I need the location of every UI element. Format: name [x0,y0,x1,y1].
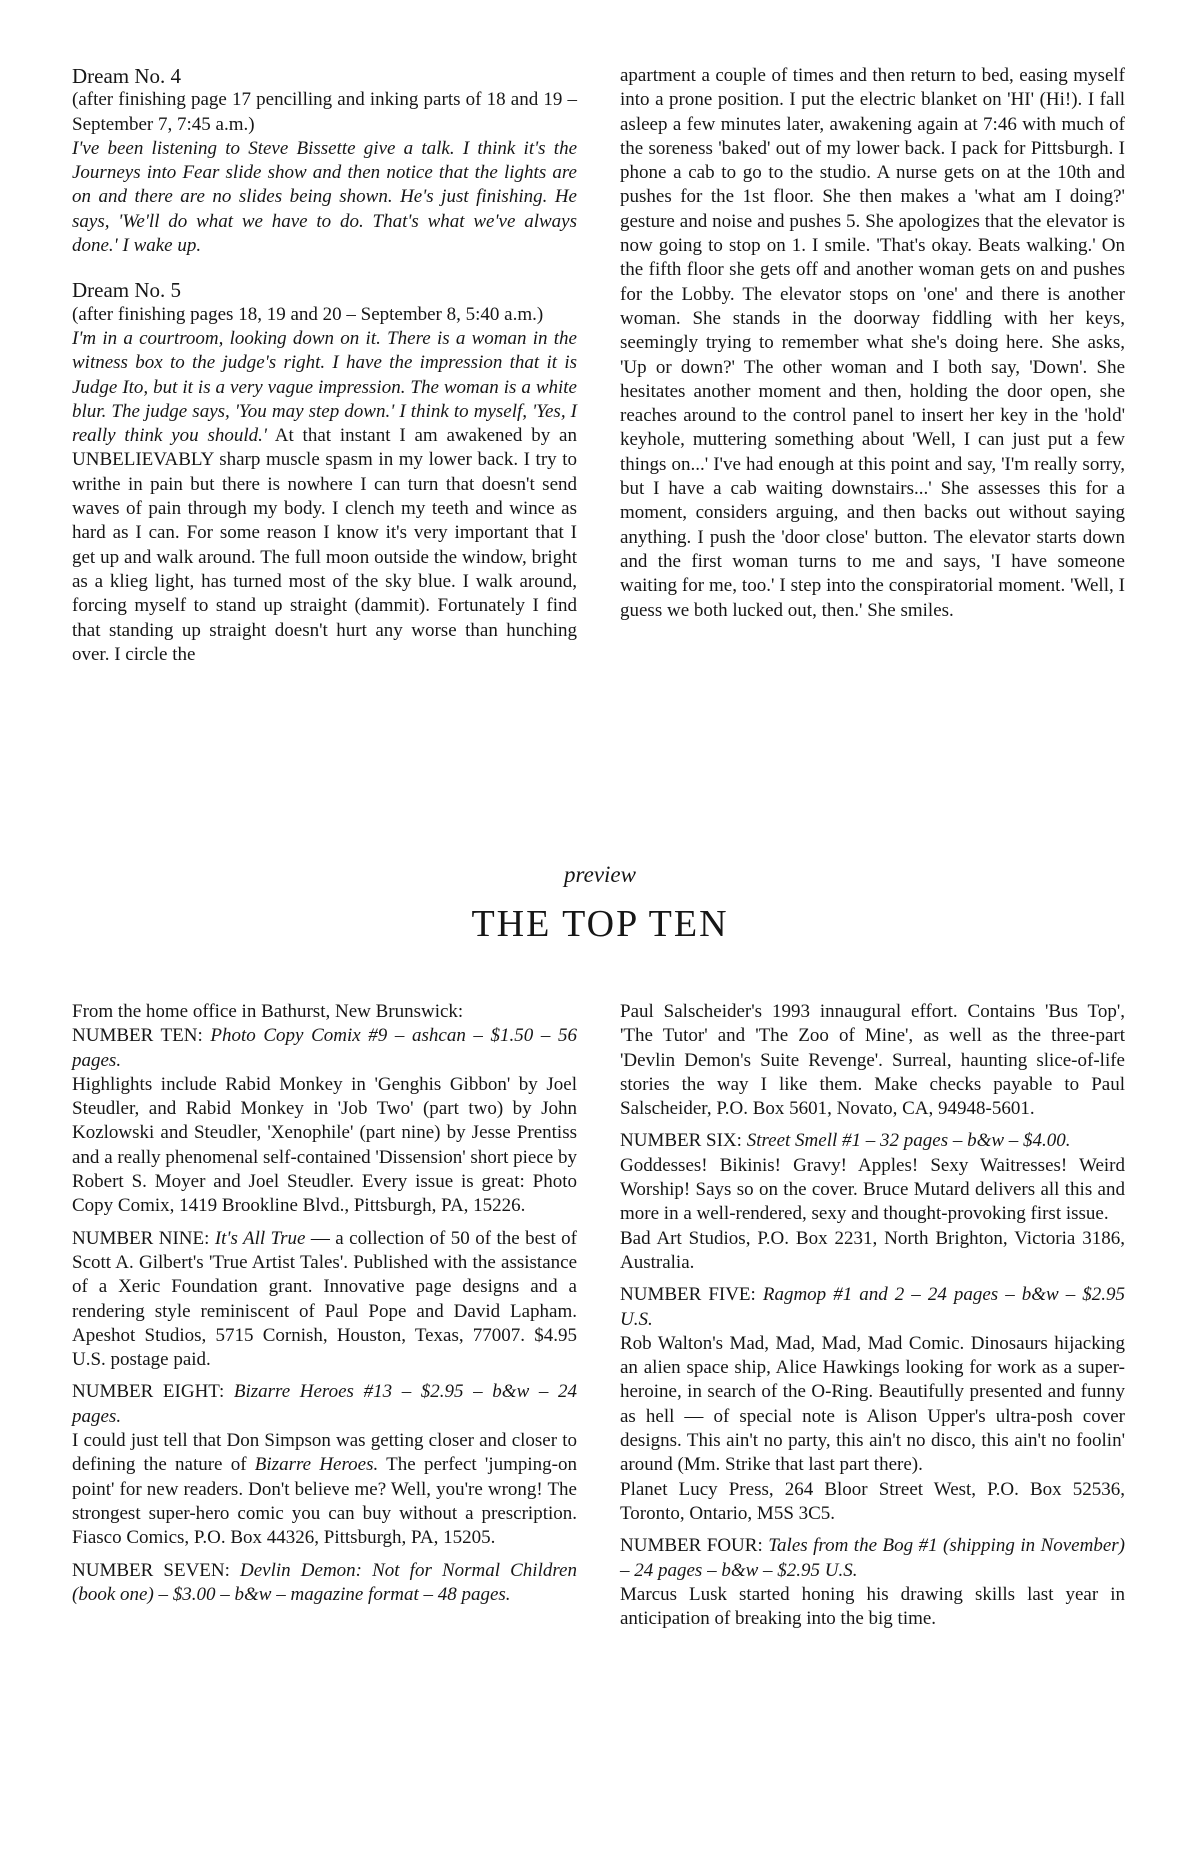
number-four-body: Marcus Lusk started honing his drawing skills last year in anticipation of breaking into the big time. [620,1583,1125,1630]
number-seven-heading [72,1559,577,1608]
number-six-body: Goddesses! Bikinis! Gravy! Apples! Sexy Waitresses! Weird Worship! Says so on the cover. Bruce Mutard delivers all this and more in a well-rendered, sexy and thought-provoking first issue. [620,1154,1125,1225]
number-five-body: Rob Walton's Mad, Mad, Mad, Mad Comic. Dinosaurs hijacking an alien space ship, Alice Hawkings looking for work as a super-heroine, in search of the O-Ring. Beautifully presented and funny as hell — of special note is Alison Upper's ultra-posh cover designs. This ain't no party, this ain't no disco, this ain't no foolin' around (Mm. Strike that last part there). [620,1332,1125,1476]
dream-4-meta: (after finishing page 17 pencilling and inking parts of 18 and 19 – September 7, 7:45 a.m.) [72,89,577,135]
intro-line: From the home office in Bathurst, New Brunswick: [72,1001,464,1022]
dream-5-title: Dream No. 5 [72,278,182,303]
number-eight-body-b: Bizarre Heroes. [254,1454,379,1476]
number-six-title: Street Smell #1 – 32 pages – b&w – $4.00. [746,1130,1071,1152]
number-ten-label: NUMBER TEN: [72,1025,211,1047]
number-seven-title: Devlin Demon: Not for Normal Children (book one) – $3.00 – b&w – magazine format – 48 pages. [72,1559,577,1605]
number-eight-title: Bizarre Heroes #13 – $2.95 – b&w – 24 pages. [72,1381,578,1427]
number-eight-body-a: I could just tell that Don Simpson was getting closer and closer to defining the nature of [72,1430,577,1476]
number-seven-label: NUMBER SEVEN: [72,1559,241,1581]
top-ten-column-left [72,1000,577,1607]
dream-5-meta: (after finishing pages 18, 19 and 20 – September 8, 5:40 a.m.) [72,303,544,325]
number-eight-heading [72,1380,577,1429]
number-eight-body-c: The perfect 'jumping-on point' for new readers. Don't believe me? Well, you're wrong! The strongest super-hero comic you can buy without a prescription. Fiasco Comics, P.O. Box 44326, Pittsburgh, PA, 15205. [72,1454,578,1549]
top-ten-column-right [620,1000,1125,1631]
number-seven-body: Paul Salscheider's 1993 innaugural effort. Contains 'Bus Top', 'The Tutor' and 'The Zoo of Mine', as well as the three-part 'Devlin Demon's Suite Revenge'. Surreal, haunting slice-of-life stories the way I like them. Make checks payable to Paul Salscheider, P.O. Box 5601, Novato, CA, 94948-5601. [620,1001,1125,1120]
number-five-label: NUMBER FIVE: [620,1284,763,1306]
dream-5-continued: apartment a couple of times and then return to bed, easing myself into a prone position. I put the electric blanket on 'HI' (Hi!). I fall asleep a few minutes later, awakening again at 7:46 with much of the soreness 'baked' out of my lower back. I pack for Pittsburgh. I phone a cab to go to the studio. A nurse gets on at the 10th and pushes for the 1st floor. She then makes a 'what am I doing?' gesture and noise and pushes 5. She apologizes that the elevator is now going to stop on 1. I smile. 'That's okay. Beats walking.' On the fifth floor she gets off and another woman gets on and pushes for the Lobby. The elevator stops on 'one' and there is another woman. She stands in the doorway fiddling with her keys, seemingly trying to remember what she's doing here. She asks, 'Up or down?' The other woman and I both say, 'Down'. She hesitates another moment and then, holding the door open, she reaches around to the control panel to insert her key in the 'hold' keyhole, muttering something about 'Well, I can just put a few things on...' I've had enough at this point and say, 'I'm really sorry, but I have a cab waiting downstairs...' She assesses this for a moment, considers arguing, and then backs out without saying anything. I push the 'door close' button. The elevator starts down and the first woman turns to me and says, 'I have someone waiting for me, too.' I step into the conspiratorial moment. 'Well, I guess we both lucked out, then.' She smiles. [620,65,1125,621]
number-ten-body: Highlights include Rabid Monkey in 'Genghis Gibbon' by Joel Steudler, and Rabid Monkey in 'Job Two' (part two) by John Kozlowski and Steudler, 'Xenophile' (part nine) by Jesse Prentiss and a really phenomenal self-contained 'Dissension' short piece by Robert S. Moyer and Joel Steudler. Every issue is great: Photo Copy Comix, 1419 Brookline Blvd., Pittsburgh, PA, 15226. [72,1073,577,1217]
number-eight-label: NUMBER EIGHT: [72,1381,234,1403]
number-eight-body [72,1429,577,1550]
number-six-label: NUMBER SIX: [620,1130,747,1152]
number-ten-title: Photo Copy Comix #9 – ashcan – $1.50 – 56 pages. [72,1025,577,1071]
number-nine-label: NUMBER NINE: [72,1227,215,1249]
number-nine-body: — a collection of 50 of the best of Scott A. Gilbert's 'True Artist Tales'. Published with the assistance of a Xeric Foundation grant. Innovative page designs and a rendering style reminiscent of Paul Pope and David Lapham. Apeshot Studios, 5715 Cornish, Houston, Texas, 77007. $4.95 U.S. postage paid. [72,1227,578,1371]
dream-5-italic: I'm in a courtroom, looking down on it. There is a woman in the witness box to the judge's right. I have the impression that it is Judge Ito, but it is a very vague impression. The woman is a white blur. The judge says, 'You may step down.' I think to myself, 'Yes, I really think you should.' [72,327,577,447]
number-five-title: Ragmop #1 and 2 – 24 pages – b&w – $2.95 U.S. [620,1284,1126,1330]
number-four-label: NUMBER FOUR: [620,1535,769,1557]
dream-column-right [620,64,1125,623]
dream-column-left [72,64,577,667]
number-nine-title: It's All True [214,1227,306,1249]
dream-5-roman: At that instant I am awakened by an UNBELIEVABLY sharp muscle spasm in my lower back. I try to writhe in pain but there is nowhere I can turn that doesn't send waves of pain through my body. I clench my teeth and wince as hard as I can. For some reason I know it's very important that I get up and walk around. The full moon outside the window, bright as a klieg light, has turned most of the sky blue. I walk around, forcing myself to stand up straight (dammit). Fortunately I find that standing up straight doesn't hurt any worse than hunching over. I circle the [72,425,577,665]
section-label: preview [564,862,636,887]
dream-4-text: I've been listening to Steve Bissette give a talk. I think it's the Journeys into Fear slide show and then notice that the lights are on and there are no slides being shown. He's just finishing. He says, 'We'll do what we have to do. That's what we've always done.' I wake up. [72,137,577,257]
number-five-address: Planet Lucy Press, 264 Bloor Street West, P.O. Box 52536, Toronto, Ontario, M5S 3C5. [620,1478,1125,1524]
number-nine-entry [72,1227,577,1373]
number-five-heading [620,1283,1125,1332]
number-six-heading [620,1129,1125,1153]
dream-5-text [72,327,577,667]
number-four-heading [620,1534,1125,1583]
section-title: THE TOP TEN [471,903,729,945]
number-six-address: Bad Art Studios, P.O. Box 2231, North Brighton, Victoria 3186, Australia. [620,1227,1125,1273]
dream-4-title: Dream No. 4 [72,64,182,88]
number-ten-heading [72,1024,577,1073]
number-four-title: Tales from the Bog #1 (shipping in November) – 24 pages – b&w – $2.95 U.S. [620,1535,1125,1581]
